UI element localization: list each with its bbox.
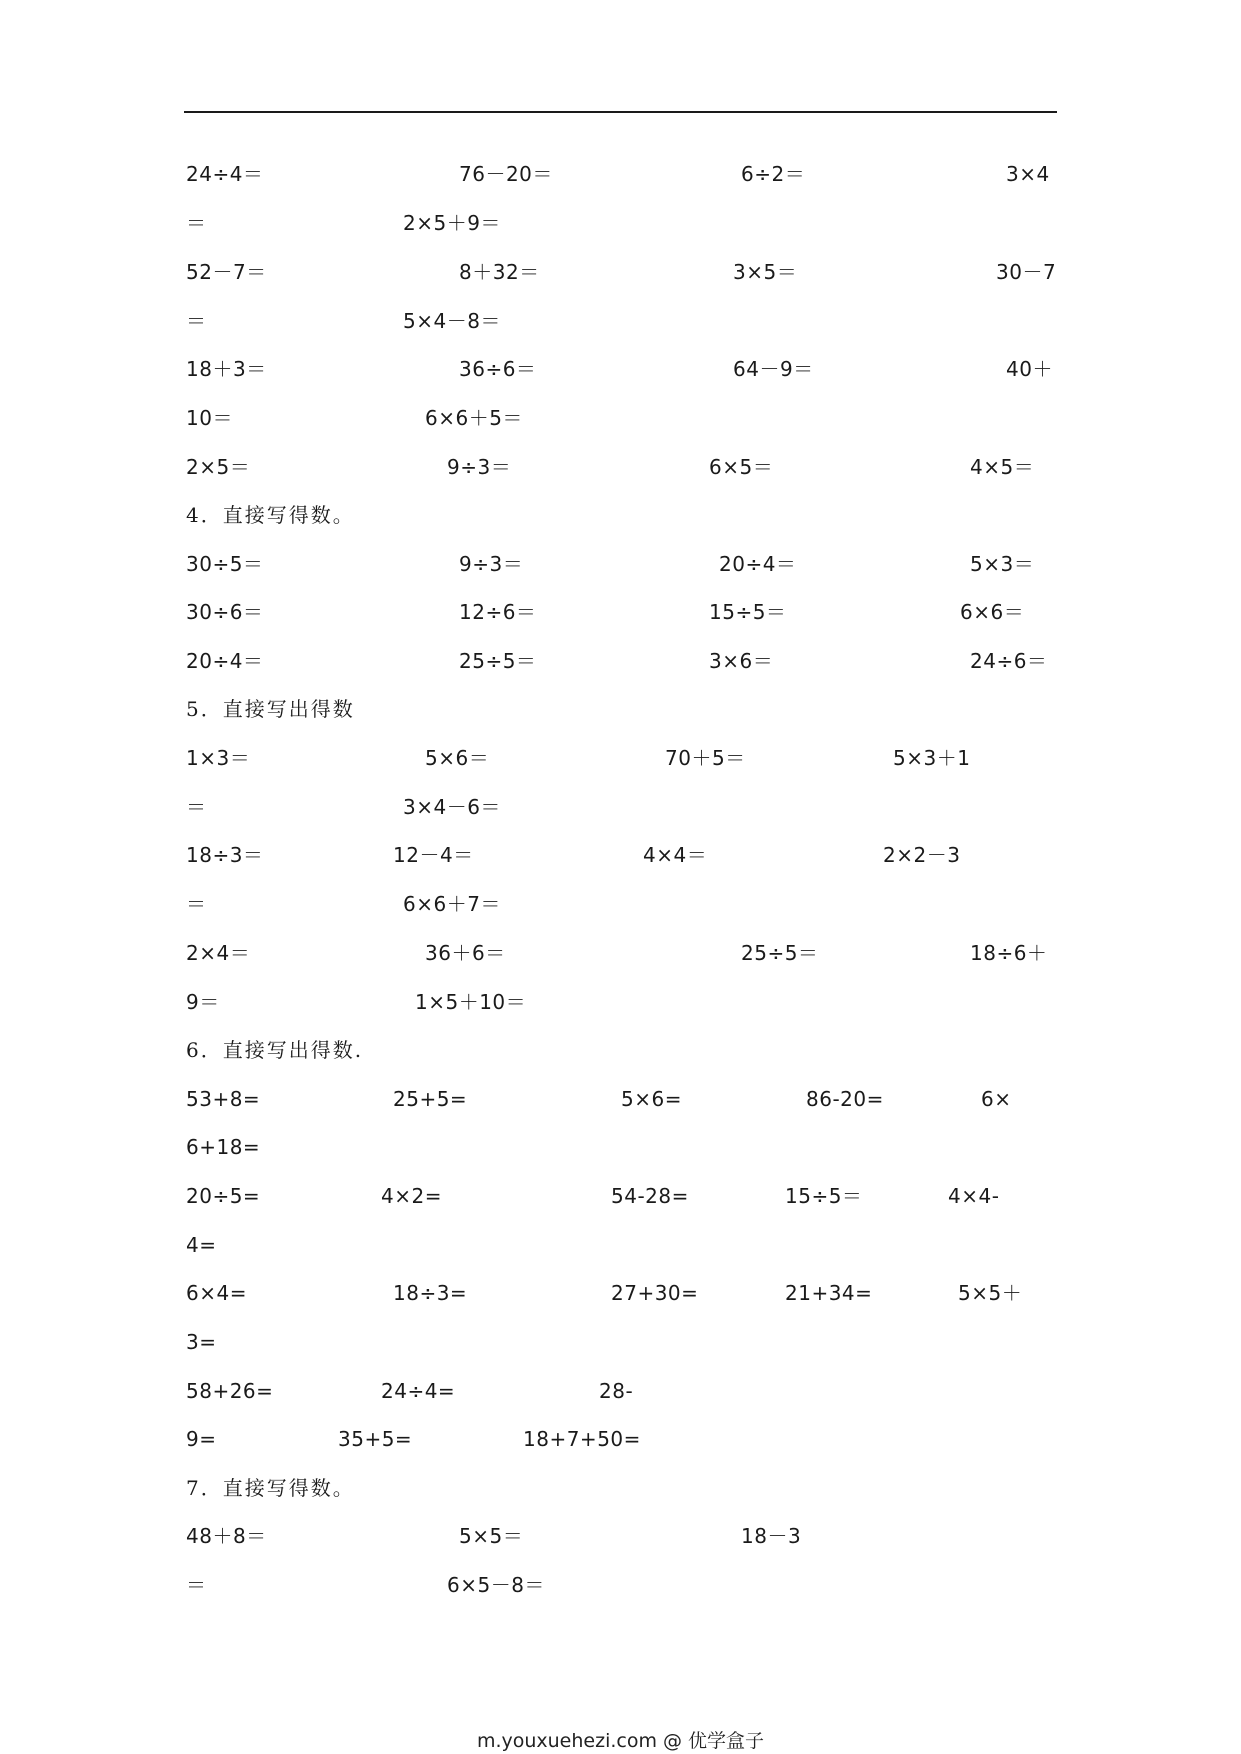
- problem: 25+5=: [393, 1087, 468, 1111]
- problem: 5×5＋: [958, 1281, 1023, 1305]
- problem: 53+8=: [186, 1087, 261, 1111]
- problem: 1×5＋10＝: [415, 990, 527, 1014]
- problem: 18÷3=: [393, 1281, 468, 1305]
- problem: 36÷6＝: [459, 357, 537, 381]
- problem: 6×5＝: [709, 455, 774, 479]
- section-heading: 6．直接写出得数.: [186, 1038, 364, 1062]
- problem: 2×4＝: [186, 941, 251, 965]
- problem: ＝: [186, 211, 207, 235]
- problem: 5×3＋1: [893, 746, 971, 770]
- problem: 24÷4＝: [186, 162, 264, 186]
- problem: ＝: [186, 1573, 207, 1597]
- problem: 36＋6＝: [425, 941, 506, 965]
- problem: 30÷5＝: [186, 552, 264, 576]
- problem: 21+34=: [785, 1281, 873, 1305]
- problem: 2×2－3: [883, 843, 961, 867]
- problem: 48＋8＝: [186, 1524, 267, 1548]
- problem: 6×6＋7＝: [403, 892, 501, 916]
- problem: 3×5＝: [733, 260, 798, 284]
- problem: 54-28=: [611, 1184, 689, 1208]
- problem: 18＋3＝: [186, 357, 267, 381]
- problem: 64－9＝: [733, 357, 814, 381]
- problem: 40＋: [1006, 357, 1053, 381]
- problem: 20÷4＝: [719, 552, 797, 576]
- problem: 5×3＝: [970, 552, 1035, 576]
- section-heading: 4．直接写得数。: [186, 503, 355, 527]
- problem: 1×3＝: [186, 746, 251, 770]
- problem: 6÷2＝: [741, 162, 806, 186]
- problem: 24÷4=: [381, 1379, 456, 1403]
- problem: 18÷3＝: [186, 843, 264, 867]
- problem: 30－7: [996, 260, 1057, 284]
- problem: 15÷5＝: [709, 600, 787, 624]
- problem: 6×6＋5＝: [425, 406, 523, 430]
- problem: ＝: [186, 795, 207, 819]
- problem: 12－4＝: [393, 843, 474, 867]
- problem: 20÷4＝: [186, 649, 264, 673]
- problem: ＝: [186, 892, 207, 916]
- problem: ＝: [186, 309, 207, 333]
- problem: 5×6=: [621, 1087, 682, 1111]
- problem: 6×: [981, 1087, 1012, 1111]
- problem: 86-20=: [806, 1087, 884, 1111]
- problem: 3×4: [1006, 162, 1050, 186]
- problem: 18－3: [741, 1524, 802, 1548]
- problem: 2×5＝: [186, 455, 251, 479]
- problem: 70＋5＝: [665, 746, 746, 770]
- problem: 25÷5＝: [459, 649, 537, 673]
- problem: 18÷6＋: [970, 941, 1048, 965]
- problem: 58+26=: [186, 1379, 274, 1403]
- problem: 9÷3＝: [459, 552, 524, 576]
- problem: 6×4=: [186, 1281, 247, 1305]
- section-heading: 7．直接写得数。: [186, 1476, 355, 1500]
- problem: 8＋32＝: [459, 260, 540, 284]
- problem: 20÷5=: [186, 1184, 261, 1208]
- problem: 9＝: [186, 990, 220, 1014]
- problem: 27+30=: [611, 1281, 699, 1305]
- problem: 5×4－8＝: [403, 309, 501, 333]
- problem: 24÷6＝: [970, 649, 1048, 673]
- problem: 3×4－6＝: [403, 795, 501, 819]
- problem: 52－7＝: [186, 260, 267, 284]
- problem: 76－20＝: [459, 162, 553, 186]
- problem: 4×4＝: [643, 843, 708, 867]
- problem: 4=: [186, 1233, 217, 1257]
- problem: 5×6＝: [425, 746, 490, 770]
- problem: 12÷6＝: [459, 600, 537, 624]
- problem: 28-: [599, 1379, 634, 1403]
- problem: 6×6＝: [960, 600, 1025, 624]
- problem: 25÷5＝: [741, 941, 819, 965]
- problem: 6+18=: [186, 1135, 261, 1159]
- problem: 2×5＋9＝: [403, 211, 501, 235]
- problem: 9=: [186, 1427, 217, 1451]
- section-heading: 5．直接写出得数: [186, 697, 355, 721]
- problem: 3=: [186, 1330, 217, 1354]
- problem: 4×4-: [948, 1184, 1000, 1208]
- problem: 3×6＝: [709, 649, 774, 673]
- problem: 4×2=: [381, 1184, 442, 1208]
- problem: 9÷3＝: [447, 455, 512, 479]
- header-rule: [184, 111, 1057, 113]
- problem: 35+5=: [338, 1427, 413, 1451]
- problem: 18+7+50=: [523, 1427, 641, 1451]
- problem: 15÷5＝: [785, 1184, 863, 1208]
- footer-watermark: m.youxuehezi.com @ 优学盒子: [476, 1730, 765, 1752]
- problem: 6×5－8＝: [447, 1573, 545, 1597]
- problem: 4×5＝: [970, 455, 1035, 479]
- problem: 5×5＝: [459, 1524, 524, 1548]
- problem: 30÷6＝: [186, 600, 264, 624]
- problem: 10＝: [186, 406, 233, 430]
